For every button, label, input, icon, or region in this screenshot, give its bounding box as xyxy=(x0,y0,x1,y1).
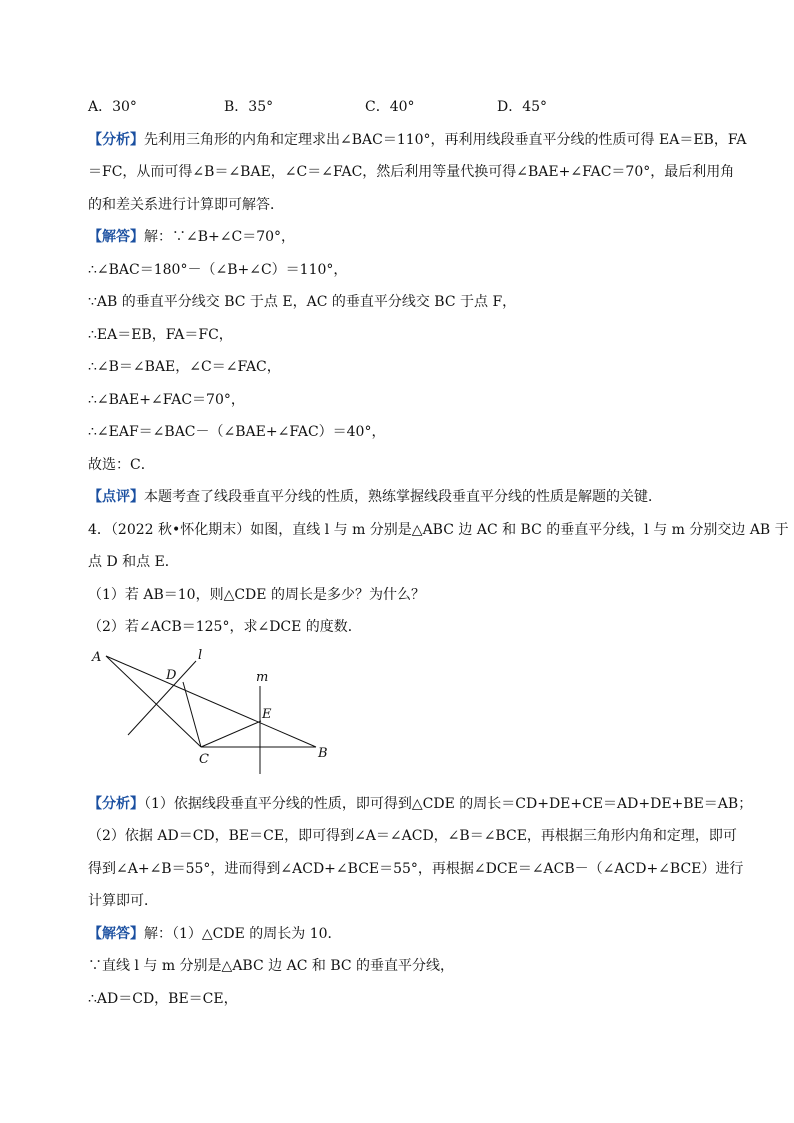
label-b: B xyxy=(318,745,328,761)
answer-tag: 【解答】 xyxy=(88,229,144,245)
segment-dc xyxy=(183,682,201,747)
q3-answer-text: 解：∵∠B+∠C＝70°， xyxy=(144,229,296,245)
comment-tag: 【点评】 xyxy=(88,489,144,505)
option-a: A．30° xyxy=(88,99,137,115)
analysis-tag: 【分析】 xyxy=(88,795,144,812)
q4-stem-line-1: 4．（2022 秋•怀化期末）如图，直线 l 与 m 分别是△ABC 边 AC 和 BC 的垂直平分线，l 与 m 分别交边 AB 于 xyxy=(88,521,789,538)
q4-analysis-line-1 xyxy=(88,793,753,815)
q3-step: 故选：C． xyxy=(88,456,155,473)
answer-options xyxy=(88,96,728,118)
q3-comment-text: 本题考查了线段垂直平分线的性质，熟练掌握线段垂直平分线的性质是解题的关键． xyxy=(144,489,662,505)
q4-analysis-line-2: （2）依据 AD＝CD，BE＝CE，即可得到∠A＝∠ACD，∠B＝∠BCE，再根据三角形内角和定理，即可 xyxy=(88,828,737,844)
q3-step: ∴EA＝EB，FA＝FC， xyxy=(88,326,233,343)
label-e: E xyxy=(262,706,272,722)
label-d: D xyxy=(166,667,177,683)
label-m: m xyxy=(256,669,269,685)
q4-answer-head xyxy=(88,923,728,945)
q4-answer-text: 解：（1）△CDE 的周长为 10． xyxy=(144,925,342,942)
q4-step: ∵直线 l 与 m 分别是△ABC 边 AC 和 BC 的垂直平分线， xyxy=(88,958,455,974)
q3-comment xyxy=(88,486,728,508)
document-page xyxy=(88,96,789,1020)
q4-part-2: （2）若∠ACB＝125°，求∠DCE 的度数． xyxy=(88,619,362,635)
q3-step: ∵AB 的垂直平分线交 BC 于点 E，AC 的垂直平分线交 BC 于点 F， xyxy=(88,294,517,310)
q4-step: ∴AD＝CD，BE＝CE， xyxy=(88,990,238,1007)
q3-step: ∴∠EAF＝∠BAC－（∠BAE+∠FAC）＝40°， xyxy=(88,424,386,440)
label-l: l xyxy=(198,648,203,663)
q4-analysis-line-3: 得到∠A+∠B＝55°，进而得到∠ACD+∠BCE＝55°，再根据∠DCE＝∠ACB－（∠ACD+∠BCE）进行 xyxy=(88,860,744,877)
q3-answer-head xyxy=(88,226,728,248)
option-b: B．35° xyxy=(224,99,274,115)
geometry-figure xyxy=(88,649,728,779)
q3-step: ∴∠BAE+∠FAC＝70°， xyxy=(88,391,245,408)
q3-analysis-line-1 xyxy=(88,129,747,151)
segment-ab xyxy=(106,656,316,747)
segment-ce xyxy=(201,721,261,747)
line-l xyxy=(128,661,196,735)
q3-analysis-line-2: ＝FC，从而可得∠B＝∠BAE，∠C＝∠FAC，然后利用等量代换可得∠BAE+∠FAC＝70°，最后利用角 xyxy=(88,164,735,180)
label-c: C xyxy=(199,751,209,767)
q3-step: ∴∠B＝∠BAE，∠C＝∠FAC， xyxy=(88,359,281,375)
q4-analysis-text-1: （1）依据线段垂直平分线的性质，即可得到△CDE 的周长＝CD+DE+CE＝AD+DE+BE＝AB； xyxy=(144,795,753,812)
segment-ac xyxy=(106,656,201,747)
answer-tag: 【解答】 xyxy=(88,925,144,942)
label-a: A xyxy=(92,649,102,665)
q4-stem-line-2: 点 D 和点 E． xyxy=(88,554,179,570)
option-c: C．40° xyxy=(365,99,415,115)
q4-analysis-line-4: 计算即可． xyxy=(88,893,158,909)
q4-part-1: （1）若 AB＝10，则△CDE 的周长是多少？为什么？ xyxy=(88,586,425,603)
triangle-diagram xyxy=(88,649,348,779)
q3-step: ∴∠BAC＝180°－（∠B+∠C）＝110°， xyxy=(88,261,348,278)
q3-analysis-text-1: 先利用三角形的内角和定理求出∠BAC＝110°，再利用线段垂直平分线的性质可得 EA＝EB，FA xyxy=(144,131,747,148)
q3-analysis-line-3: 的和差关系进行计算即可解答． xyxy=(88,196,284,213)
analysis-tag: 【分析】 xyxy=(88,131,144,148)
option-d: D．45° xyxy=(497,99,548,115)
